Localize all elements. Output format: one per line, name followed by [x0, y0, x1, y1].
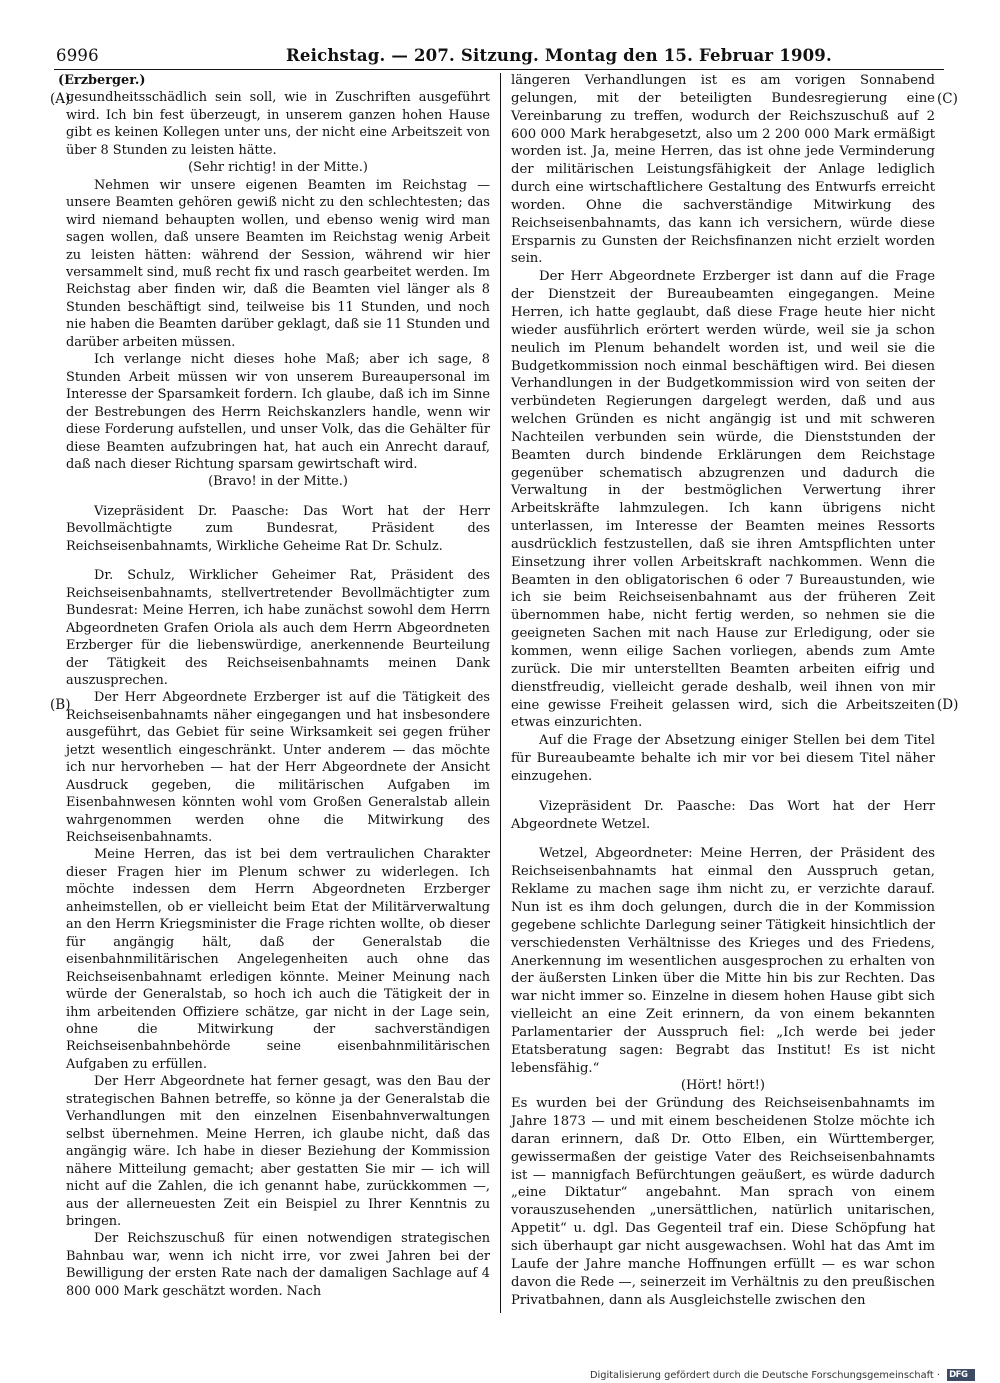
speaker-paragraph: Vizepräsident Dr. Paasche: Das Wort hat der Herr Bevollmächtigte zum Bundesrat, Präsident des Reichseisenbahnamts, Wirkliche Geheime Rat Dr. Schulz.	[66, 503, 490, 554]
interjection: (Bravo! in der Mitte.)	[208, 474, 348, 490]
paragraph: Es wurden bei der Gründung des Reichseisenbahnamts im Jahre 1873 — und mit einem bescheidenen Stolze möchte ich daran erinnern, daß Dr. Otto Elben, ein Württemberger, gewissermaßen der geistige Vater des Reichseisenbahnamts ist — mannigfach Befürchtungen geäußert, es würde dadurch „eine Diktatur“ angebahnt. Man sprach von einem vorauszusehenden „unersättlichen, natürlich unitarischen, Appetit“ u. dgl. Das Gegenteil traf ein. Diese Schöpfung hat sich überhaupt gar nicht ausgewachsen. Wohl hat das Amt im Laufe der Jahre manche Hoffnungen erfüllt — es war schon davon die Rede —, seinerzeit im Verhältnis zu den preußischen Privatbahnen, dann als Ausgleichstelle zwischen den	[511, 1096, 935, 1308]
footer-credit	[590, 1369, 992, 1381]
speaker-paragraph: Vizepräsident Dr. Paasche: Das Wort hat der Herr Abgeordnete Wetzel.	[511, 798, 935, 832]
paragraph: Ich verlange nicht dieses hohe Maß; aber ich sage, 8 Stunden Arbeit müssen wir von unserem Bureaupersonal im Interesse der Sparsamkeit fordern. Ich glaube, daß ich im Sinne der Bestrebungen des Herrn Reichskanzlers handle, wenn wir diese Forderung aufstellen, und unser Volk, das die Gehälter für diese Beamten aufzubringen hat, hat auch ein Anrecht darauf, daß nach dieser Richtung sparsam gewirtschaft wird.	[66, 352, 490, 472]
paragraph: längeren Verhandlungen ist es am vorigen Sonnabend gelungen, mit der beteiligten Bundesregierung eine Vereinbarung zu treffen, wodurch der Reichszuschuß auf 2 600 000 Mark herabgesetzt, also um 2 200 000 Mark ermäßigt worden ist. Ja, meine Herren, das ist ohne jede Verminderung der militärischen Leistungsfähigkeit der Anlage lediglich durch eine wirtschaftlichere Gestaltung des Entwurfs erreicht worden. Ohne die sachverständige Mitwirkung des Reichseisenbahnamts, das kann ich versichern, würde diese Ersparnis zu Gunsten der Reichsfinanzen nicht erzielt worden sein.	[511, 73, 935, 267]
paragraph: Der Herr Abgeordnete hat ferner gesagt, was den Bau der strategischen Bahnen betreffe, so könne ja der Generalstab die Verhandlungen mit den einzelnen Eisenbahnverwaltungen selbst übernehmen. Meine Herren, ich glaube nicht, daß das angängig wäre. Ich habe in dieser Beziehung der Kommission nähere Mitteilung gemacht; aber gestatten Sie mir — ich will nicht auf die Zahlen, die ich genannt habe, zurückkommen —, aus der allerneuesten Zeit ein Beispiel zu Ihrer Kenntnis zu bringen.	[66, 1074, 490, 1229]
page-number: 6996	[56, 46, 99, 65]
column-divider	[500, 73, 501, 1313]
paragraph: Nehmen wir unsere eigenen Beamten im Reichstag — unsere Beamten gehören gewiß nicht zu den schlechtesten; das wird niemand behaupten wollen, und ebenso wenig wird man sagen wollen, daß unsere Beamten im Reichstag wenig Arbeit zu leisten hätten: während der Session, während wir hier versammelt sind, muß recht fix und rasch gearbeitet werden. Im Reichstag aber finden wir, daß die Beamten viel länger als 8 Stunden beschäftigt sind, teilweise bis 11 Stunden, und noch nie haben die Beamten darüber geklagt, daß sie 11 Stunden und darüber arbeiten müssen.	[66, 177, 490, 350]
dfg-logo	[947, 1369, 975, 1381]
page-title: Reichstag. — 207. Sitzung. Montag den 15. Februar 1909.	[286, 46, 832, 65]
margin-marker-b: (B)	[50, 697, 71, 713]
dfg-logo-text: DFG	[949, 1370, 968, 1380]
left-column	[58, 72, 490, 1300]
speaker-paragraph: Dr. Schulz, Wirklicher Geheimer Rat, Präsident des Reichseisenbahnamts, stellvertretender Bevollmächtigter zum Bundesrat: Meine Herren, ich habe zunächst sowohl dem Herrn Abgeordneten Grafen Oriola als auch dem Herrn Abgeordneten Erzberger für die liebenswürdige, anerkennende Beurteilung der Tätigkeit des Reichseisenbahnamts meinen Dank auszusprechen.	[66, 568, 490, 688]
margin-marker-d: (D)	[937, 697, 959, 713]
page-header	[54, 46, 944, 68]
paragraph: Auf die Frage der Absetzung einiger Stellen bei dem Titel für Bureaubeamte behalte ich mir vor bei diesem Titel näher einzugehen.	[511, 733, 935, 784]
interjection: (Sehr richtig! in der Mitte.)	[188, 160, 368, 176]
paragraph: Der Reichszuschuß für einen notwendigen strategischen Bahnbau war, wenn ich nicht irre, vor zwei Jahren bei der Bewilligung der ersten Rate nach der damaligen Sachlage auf 4 800 000 Mark geschätzt worden. Nach	[66, 1231, 490, 1299]
speaker-paragraph: Wetzel, Abgeordneter: Meine Herren, der Präsident des Reichseisenbahnamts hat einmal den Ausspruch getan, Reklame zu machen sage ihm nicht zu, er verzichte darauf. Nun ist es ihm doch gelungen, durch die in der Kommission gegebene schlichte Darlegung seiner Tätigkeit hinsichtlich der verschiedensten Verhältnisse des Krieges und des Friedens, Anerkennung im wesentlichen ausgesprochen zu erhalten von der äußersten Linken über die Mitte hin bis zur Rechten. Das war nicht immer so. Einzelne in diesem hohen Hause gibt sich vielleicht an eine Zeit erinnern, da von einem bekannten Parlamentarier der Ausspruch fiel: „Ich werde bei jeder Etatsberatung sagen: Begrabt das Institut! Es ist nicht lebensfähig.“	[511, 846, 935, 1076]
paragraph: Der Herr Abgeordnete Erzberger ist auf die Tätigkeit des Reichseisenbahnamts näher eingegangen und hat insbesondere ausgeführt, das Gebiet für seine Wirksamkeit sei gegen früher jetzt wesentlich eingeschränkt. Unter anderem — das möchte ich nur hervorheben — hat der Herr Abgeordnete der Ansicht Ausdruck gegeben, die militärischen Aufgaben im Eisenbahnwesen könnten wohl vom Großen Generalstab allein wahrgenommen werden ohne die Mitwirkung des Reichseisenbahnamts.	[66, 690, 490, 846]
margin-marker-a: (A)	[50, 91, 71, 107]
paragraph: Meine Herren, das ist bei dem vertraulichen Charakter dieser Fragen hier im Plenum schwer zu widerlegen. Ich möchte indessen dem Herrn Abgeordneten Erzberger anheimstellen, ob er vielleicht beim Etat der Militärverwaltung an den Herrn Kriegsminister die Frage richten wollte, ob dieser für angängig hält, daß der Generalstab die eisenbahnmilitärischen Angelegenheiten auch ohne das Reichseisenbahnamt erledigen könnte. Meiner Meinung nach würde der Generalstab, so hoch ich auch die Tätigkeit der in ihm arbeitenden Offiziere schätze, gar nicht in der Lage sein, ohne die Mitwirkung der sachverständigen Reichseisenbahnbehörde seine eisenbahnmilitärischen Aufgaben zu erfüllen.	[66, 847, 490, 1072]
margin-marker-c: (C)	[937, 91, 958, 107]
right-column	[511, 72, 935, 1309]
footer-text: Digitalisierung gefördert durch die Deutsche Forschungsgemeinschaft ·	[590, 1370, 940, 1381]
interjection: (Hört! hört!)	[680, 1078, 766, 1094]
paragraph: Der Herr Abgeordnete Erzberger ist dann auf die Frage der Dienstzeit der Bureaubeamten eingegangen. Meine Herren, ich hatte geglaubt, daß diese Frage heute hier nicht wieder ausführlich erörtert werden würde, weil sie ja schon neulich im Plenum behandelt worden ist, und weil sie die Budgetkommission noch einmal beschäftigen wird. Bei diesen Verhandlungen in der Budgetkommission wird von seiten der verbündeten Regierungen dargelegt werden, daß und aus welchen Gründen es nicht angängig ist und mit schweren Nachteilen verbunden sein würde, die Dienststunden der Beamten durch bindende Erklärungen dem Reichstage gegenüber schematisch abzugrenzen und dadurch die Verwaltung in der bestmöglichen Verwertung ihrer Arbeitskräfte lahmzulegen. Ich kann übrigens nicht unterlassen, im Interesse der Beamten meines Ressorts ausdrücklich festzustellen, daß sie ihren Amtspflichten unter Einsetzung ihrer vollen Arbeitskraft nachkommen. Wenn die Beamten in den obligatorischen 6 oder 7 Bureaustunden, wie ich sie beim Reichseisenbahnamt aus der früheren Zeit übernommen habe, nicht fertig werden, so nehmen sie die geeigneten Sachen mit nach Hause zur Erledigung, oder sie kommen, wenn eilige Sachen vorliegen, abends zum Amte zurück. Die mir unterstellten Beamten arbeiten eifrig und dienstfreudig, vielleicht gerade deshalb, weil ihnen von mir eine gewisse Freiheit gelassen wird, sich die Arbeitszeiten etwas einzurichten.	[511, 269, 935, 731]
paragraph: gesundheitsschädlich sein soll, wie in Zuschriften ausgeführt wird. Ich bin fest überzeugt, in unserem ganzen hohen Hause gibt es keinen Kollegen unter uns, der nicht eine Arbeitszeit von über 8 Stunden zu leisten hätte.	[66, 90, 490, 158]
speaker-heading: (Erzberger.)	[58, 73, 146, 88]
header-rule	[54, 69, 944, 70]
